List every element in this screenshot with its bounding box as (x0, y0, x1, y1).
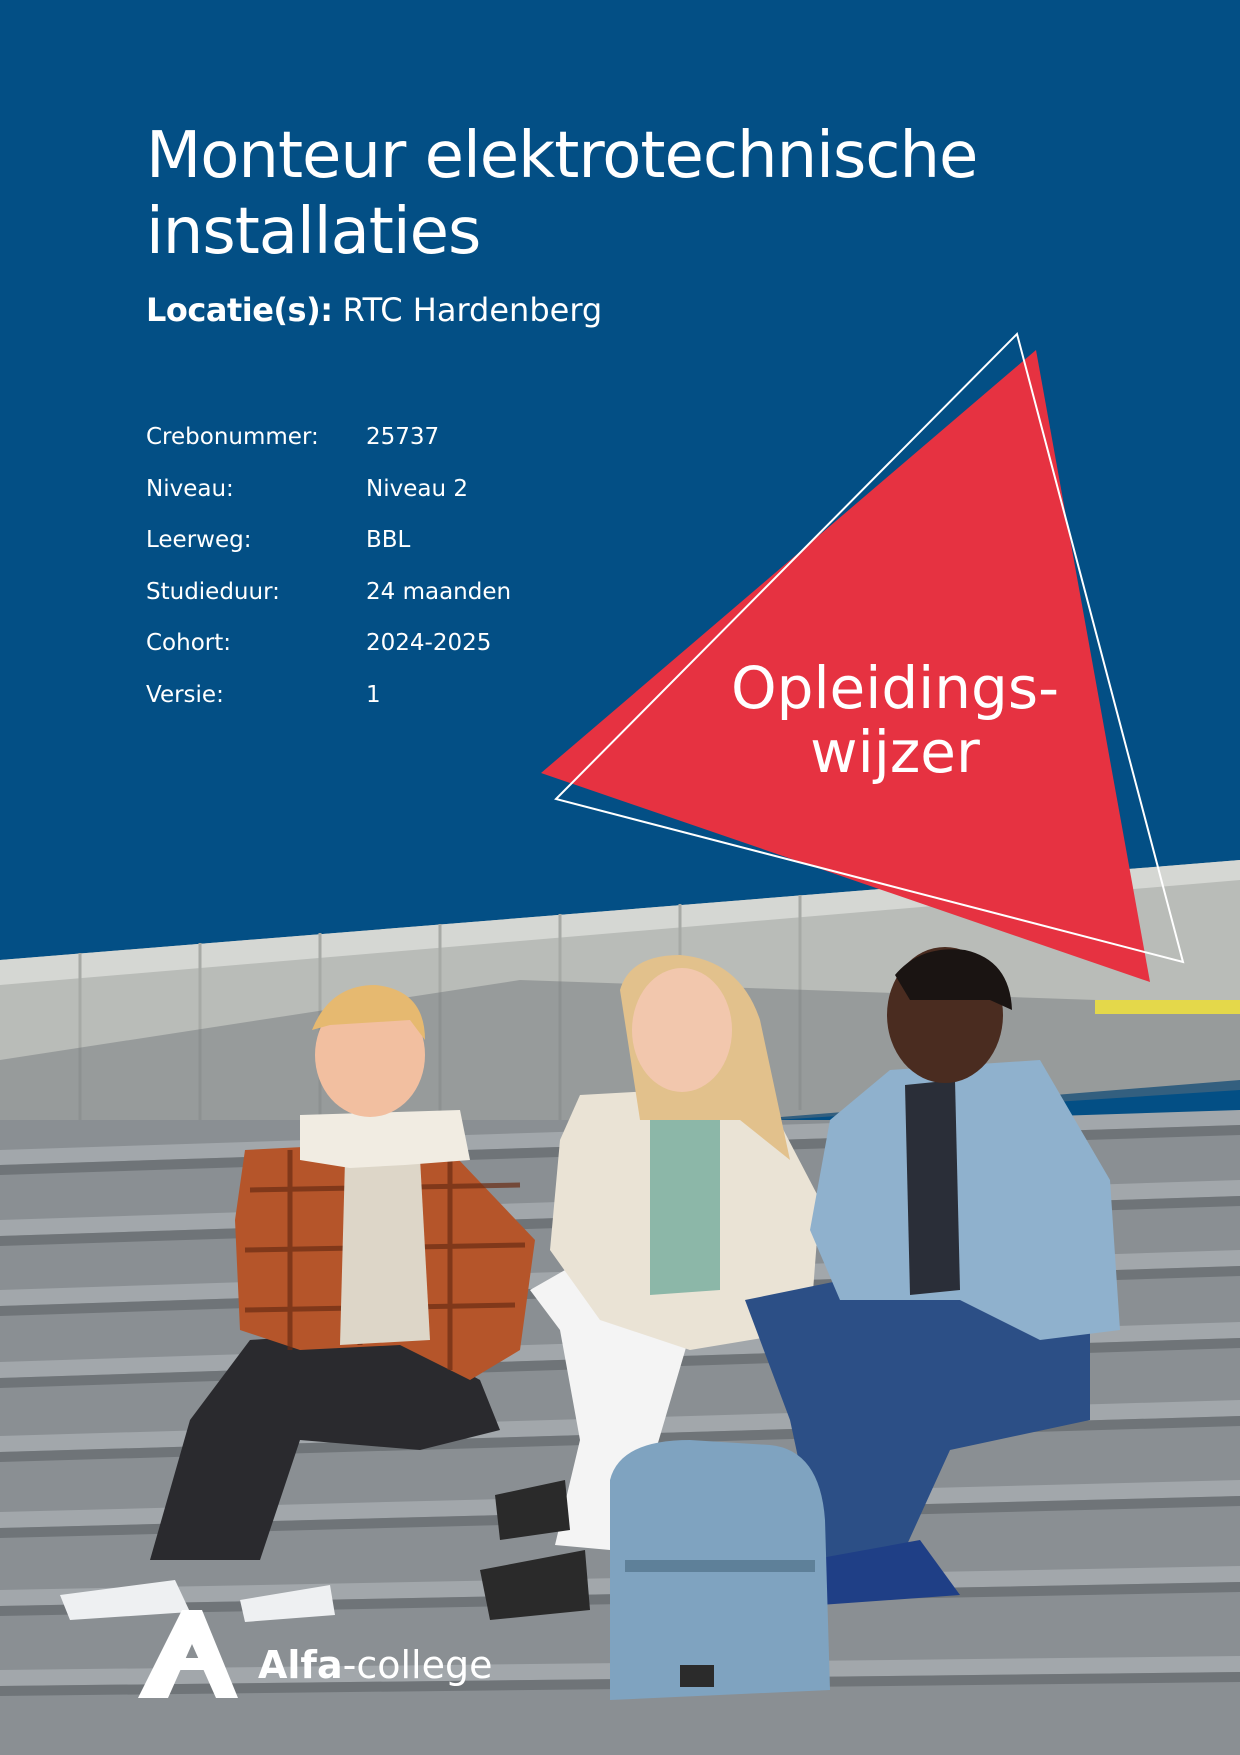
detail-label: Crebonummer: (146, 424, 319, 450)
details-row-niveau (146, 476, 511, 528)
detail-label: Versie: (146, 681, 224, 708)
detail-value: BBL (366, 527, 411, 553)
details-row-studieduur (146, 579, 511, 631)
opleidingswijzer-badge (700, 656, 1090, 784)
details-row-crebonummer (146, 424, 511, 476)
brand-name-bold: Alfa (258, 1643, 343, 1687)
detail-value: 24 maanden (366, 578, 512, 605)
badge-line-1: Opleidings- (730, 654, 1060, 722)
location-value: RTC Hardenberg (342, 291, 603, 329)
detail-value: 1 (366, 681, 381, 708)
details-row-cohort (146, 630, 511, 682)
detail-value: Niveau 2 (366, 475, 468, 502)
badge-line-2: wijzer (810, 718, 980, 786)
location-line (146, 290, 602, 330)
details-table (146, 424, 511, 733)
detail-value: 2024-2025 (366, 630, 492, 656)
brand-name-rest: -college (342, 1643, 493, 1687)
document-title: Monteur elektrotechnische installaties (146, 119, 978, 269)
detail-value: 25737 (366, 424, 440, 450)
detail-label: Niveau: (146, 475, 234, 502)
location-label: Locatie(s): (146, 291, 333, 329)
details-row-versie (146, 682, 511, 734)
detail-label: Studieduur: (146, 578, 280, 605)
brand-name (258, 1643, 492, 1687)
detail-label: Leerweg: (146, 527, 252, 553)
details-row-leerweg (146, 527, 511, 579)
detail-label: Cohort: (146, 630, 232, 656)
